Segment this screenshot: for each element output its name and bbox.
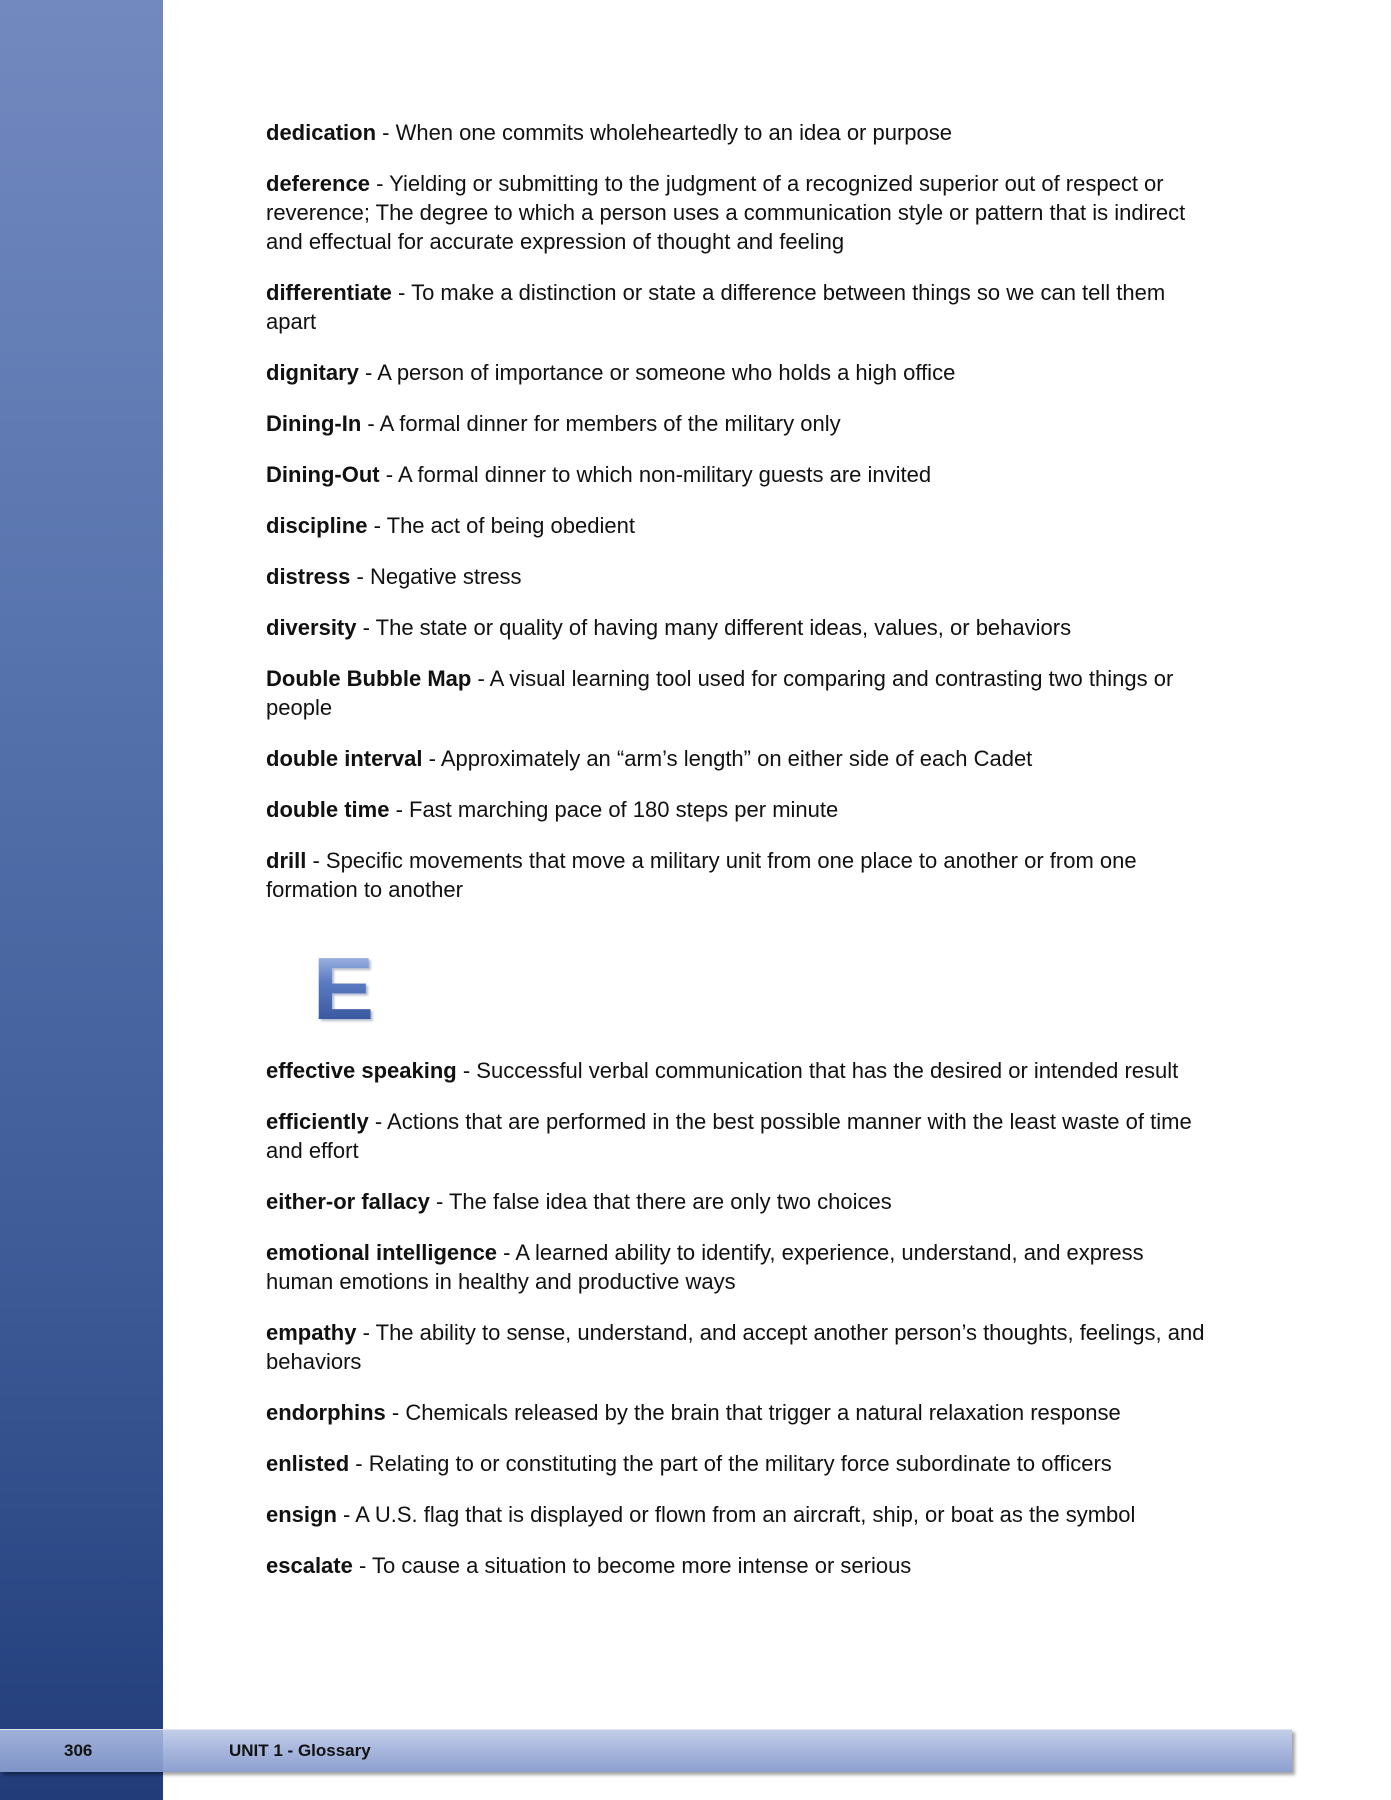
glossary-term: dedication: [266, 120, 377, 145]
glossary-entry: [266, 1398, 1210, 1427]
glossary-term: dignitary: [266, 360, 359, 385]
glossary-definition: - Yielding or submitting to the judgment of a recognized superior out of respect or reverence; The degree to which a person uses a communication style or pattern that is indirect and effectual for accurate expression of thought and feeling: [266, 171, 1186, 254]
glossary-term: efficiently: [266, 1109, 369, 1134]
glossary-definition: - Relating to or constituting the part of the military force subordinate to officers: [349, 1451, 1112, 1476]
glossary-term: either-or fallacy: [266, 1189, 430, 1214]
left-sidebar-band: [0, 0, 163, 1800]
glossary-definition: - A learned ability to identify, experience, understand, and express human emotions in healthy and productive ways: [266, 1240, 1144, 1294]
glossary-entry: [266, 278, 1210, 336]
glossary-definition: - A formal dinner to which non-military guests are invited: [379, 462, 932, 487]
glossary-term: Double Bubble Map: [266, 666, 472, 691]
glossary-entry: [266, 562, 1210, 591]
glossary-term: double time: [266, 797, 390, 822]
glossary-definition: - Approximately an “arm’s length” on either side of each Cadet: [422, 746, 1033, 771]
glossary-definition: - A formal dinner for members of the military only: [361, 411, 841, 436]
glossary-definition: - Negative stress: [350, 564, 522, 589]
glossary-term: distress: [266, 564, 351, 589]
glossary-definition: - To cause a situation to become more intense or serious: [352, 1553, 912, 1578]
glossary-definition: - Successful verbal communication that has the desired or intended result: [456, 1058, 1179, 1083]
glossary-entry: [266, 511, 1210, 540]
glossary-entry: [266, 1187, 1210, 1216]
glossary-entry: [266, 795, 1210, 824]
glossary-term: emotional intelligence: [266, 1240, 498, 1265]
glossary-definition: - The false idea that there are only two choices: [429, 1189, 892, 1214]
glossary-term: double interval: [266, 746, 423, 771]
section-letter-glyph: E: [312, 939, 374, 1038]
glossary-definition: - Specific movements that move a military unit from one place to another or from one formation to another: [266, 848, 1137, 902]
glossary-entry: [266, 1107, 1210, 1165]
glossary-definition: - The ability to sense, understand, and accept another person’s thoughts, feelings, and behaviors: [266, 1320, 1205, 1374]
glossary-d-section: [266, 118, 1210, 926]
glossary-entry: [266, 358, 1210, 387]
glossary-term: escalate: [266, 1553, 353, 1578]
glossary-term: empathy: [266, 1320, 357, 1345]
glossary-definition: - Chemicals released by the brain that trigger a natural relaxation response: [385, 1400, 1121, 1425]
glossary-entry: [266, 1238, 1210, 1296]
glossary-entry: [266, 613, 1210, 642]
glossary-entry: [266, 118, 1210, 147]
glossary-entry: [266, 460, 1210, 489]
glossary-term: differentiate: [266, 280, 392, 305]
glossary-entry: [266, 1318, 1210, 1376]
glossary-entry: [266, 1056, 1210, 1085]
glossary-definition: - A person of importance or someone who holds a high office: [358, 360, 956, 385]
glossary-definition: - Actions that are performed in the best possible manner with the least waste of time and effort: [266, 1109, 1192, 1163]
glossary-definition: - A visual learning tool used for comparing and contrasting two things or people: [266, 666, 1174, 720]
glossary-term: enlisted: [266, 1451, 350, 1476]
glossary-term: discipline: [266, 513, 368, 538]
glossary-entry: [266, 664, 1210, 722]
glossary-entry: [266, 1500, 1210, 1529]
glossary-definition: - When one commits wholeheartedly to an idea or purpose: [376, 120, 952, 145]
glossary-term: drill: [266, 848, 307, 873]
glossary-term: ensign: [266, 1502, 337, 1527]
glossary-term: deference: [266, 171, 370, 196]
glossary-term: Dining-Out: [266, 462, 380, 487]
page-number: 306: [64, 1741, 93, 1760]
glossary-term: endorphins: [266, 1400, 386, 1425]
glossary-entry: [266, 169, 1210, 256]
glossary-entry: [266, 1449, 1210, 1478]
glossary-definition: - Fast marching pace of 180 steps per minute: [389, 797, 839, 822]
glossary-e-section: [266, 1056, 1210, 1602]
glossary-definition: - To make a distinction or state a difference between things so we can tell them apart: [266, 280, 1166, 334]
footer-bar: [0, 1729, 1292, 1772]
glossary-definition: - The act of being obedient: [367, 513, 635, 538]
glossary-entry: [266, 1551, 1210, 1580]
glossary-entry: [266, 409, 1210, 438]
glossary-term: diversity: [266, 615, 357, 640]
glossary-term: effective speaking: [266, 1058, 457, 1083]
glossary-definition: - A U.S. flag that is displayed or flown from an aircraft, ship, or boat as the symbol: [336, 1502, 1136, 1527]
glossary-term: Dining-In: [266, 411, 362, 436]
section-letter-e: [306, 939, 380, 1038]
glossary-definition: - The state or quality of having many different ideas, values, or behaviors: [356, 615, 1072, 640]
footer-title: UNIT 1 - Glossary: [229, 1741, 371, 1760]
glossary-entry: [266, 744, 1210, 773]
glossary-entry: [266, 846, 1210, 904]
